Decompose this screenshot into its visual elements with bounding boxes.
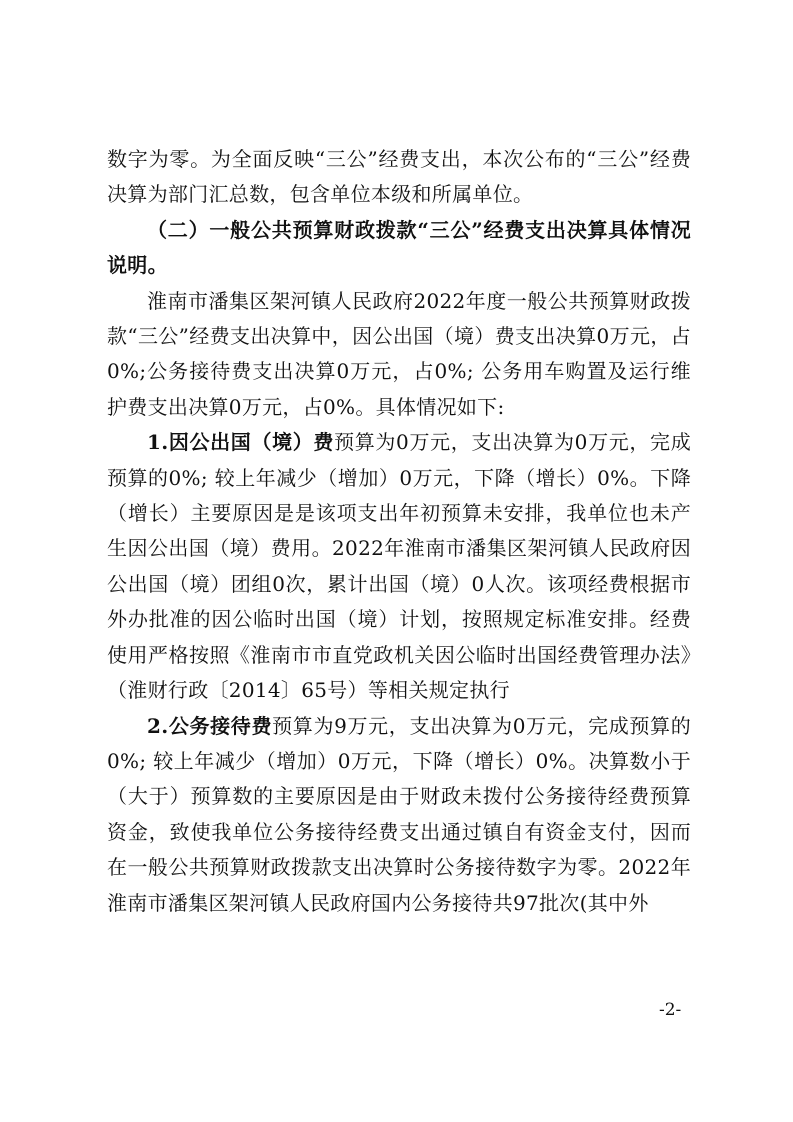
paragraph-summary: 淮南市潘集区架河镇人民政府2022年度一般公共预算财政拨款“三公”经费支出决算中，因公出国（境）费支出决算0万元，占0%;公务接待费支出决算0万元，占0%; 公务用车购置及运行维护费支出决算0万元，占0%。具体情况如下: <box>107 288 691 419</box>
paragraph-item-2 <box>107 709 691 921</box>
document-body <box>107 142 691 921</box>
item-1-heading: 1.因公出国（境）费 <box>147 430 335 455</box>
item-2-heading: 2.公务接待费 <box>147 713 273 738</box>
section-heading: （二）一般公共预算财政拨款“三公”经费支出决算具体情况说明。 <box>107 217 691 278</box>
paragraph-item-1 <box>107 425 691 708</box>
page-number: -2- <box>659 1000 682 1020</box>
item-2-text: 预算为9万元，支出决算为0万元，完成预算的0%; 较上年减少（增加）0万元，下降（增长）0%。决算数小于（大于）预算数的主要原因是由于财政未拨付公务接待经费预算资金，致使我单位公务接待经费支出通过镇自有资金支付，因而在一般公共预算财政拨款支出决算时公务接待数字为零。2022年淮南市潘集区架河镇人民政府国内公务接待共97批次(其中外 <box>107 713 692 915</box>
paragraph-continuation: 数字为零。为全面反映“三公”经费支出，本次公布的“三公”经费决算为部门汇总数，包含单位本级和所属单位。 <box>107 147 691 207</box>
item-1-text: 预算为0万元，支出决算为0万元，完成预算的0%; 较上年减少（增加）0万元，下降（增长）0%。下降（增长）主要原因是是该项支出年初预算未安排，我单位也未产生因公出国（境）费用。2022年淮南市潘集区架河镇人民政府因公出国（境）团组0次，累计出国（境）0人次。该项经费根据市外办批准的因公临时出国（境）计划，按照规定标准安排。经费使用严格按照《淮南市市直党政机关因公临时出国经费管理办法》（淮财行政〔2014〕65号）等相关规定执行 <box>107 430 691 703</box>
